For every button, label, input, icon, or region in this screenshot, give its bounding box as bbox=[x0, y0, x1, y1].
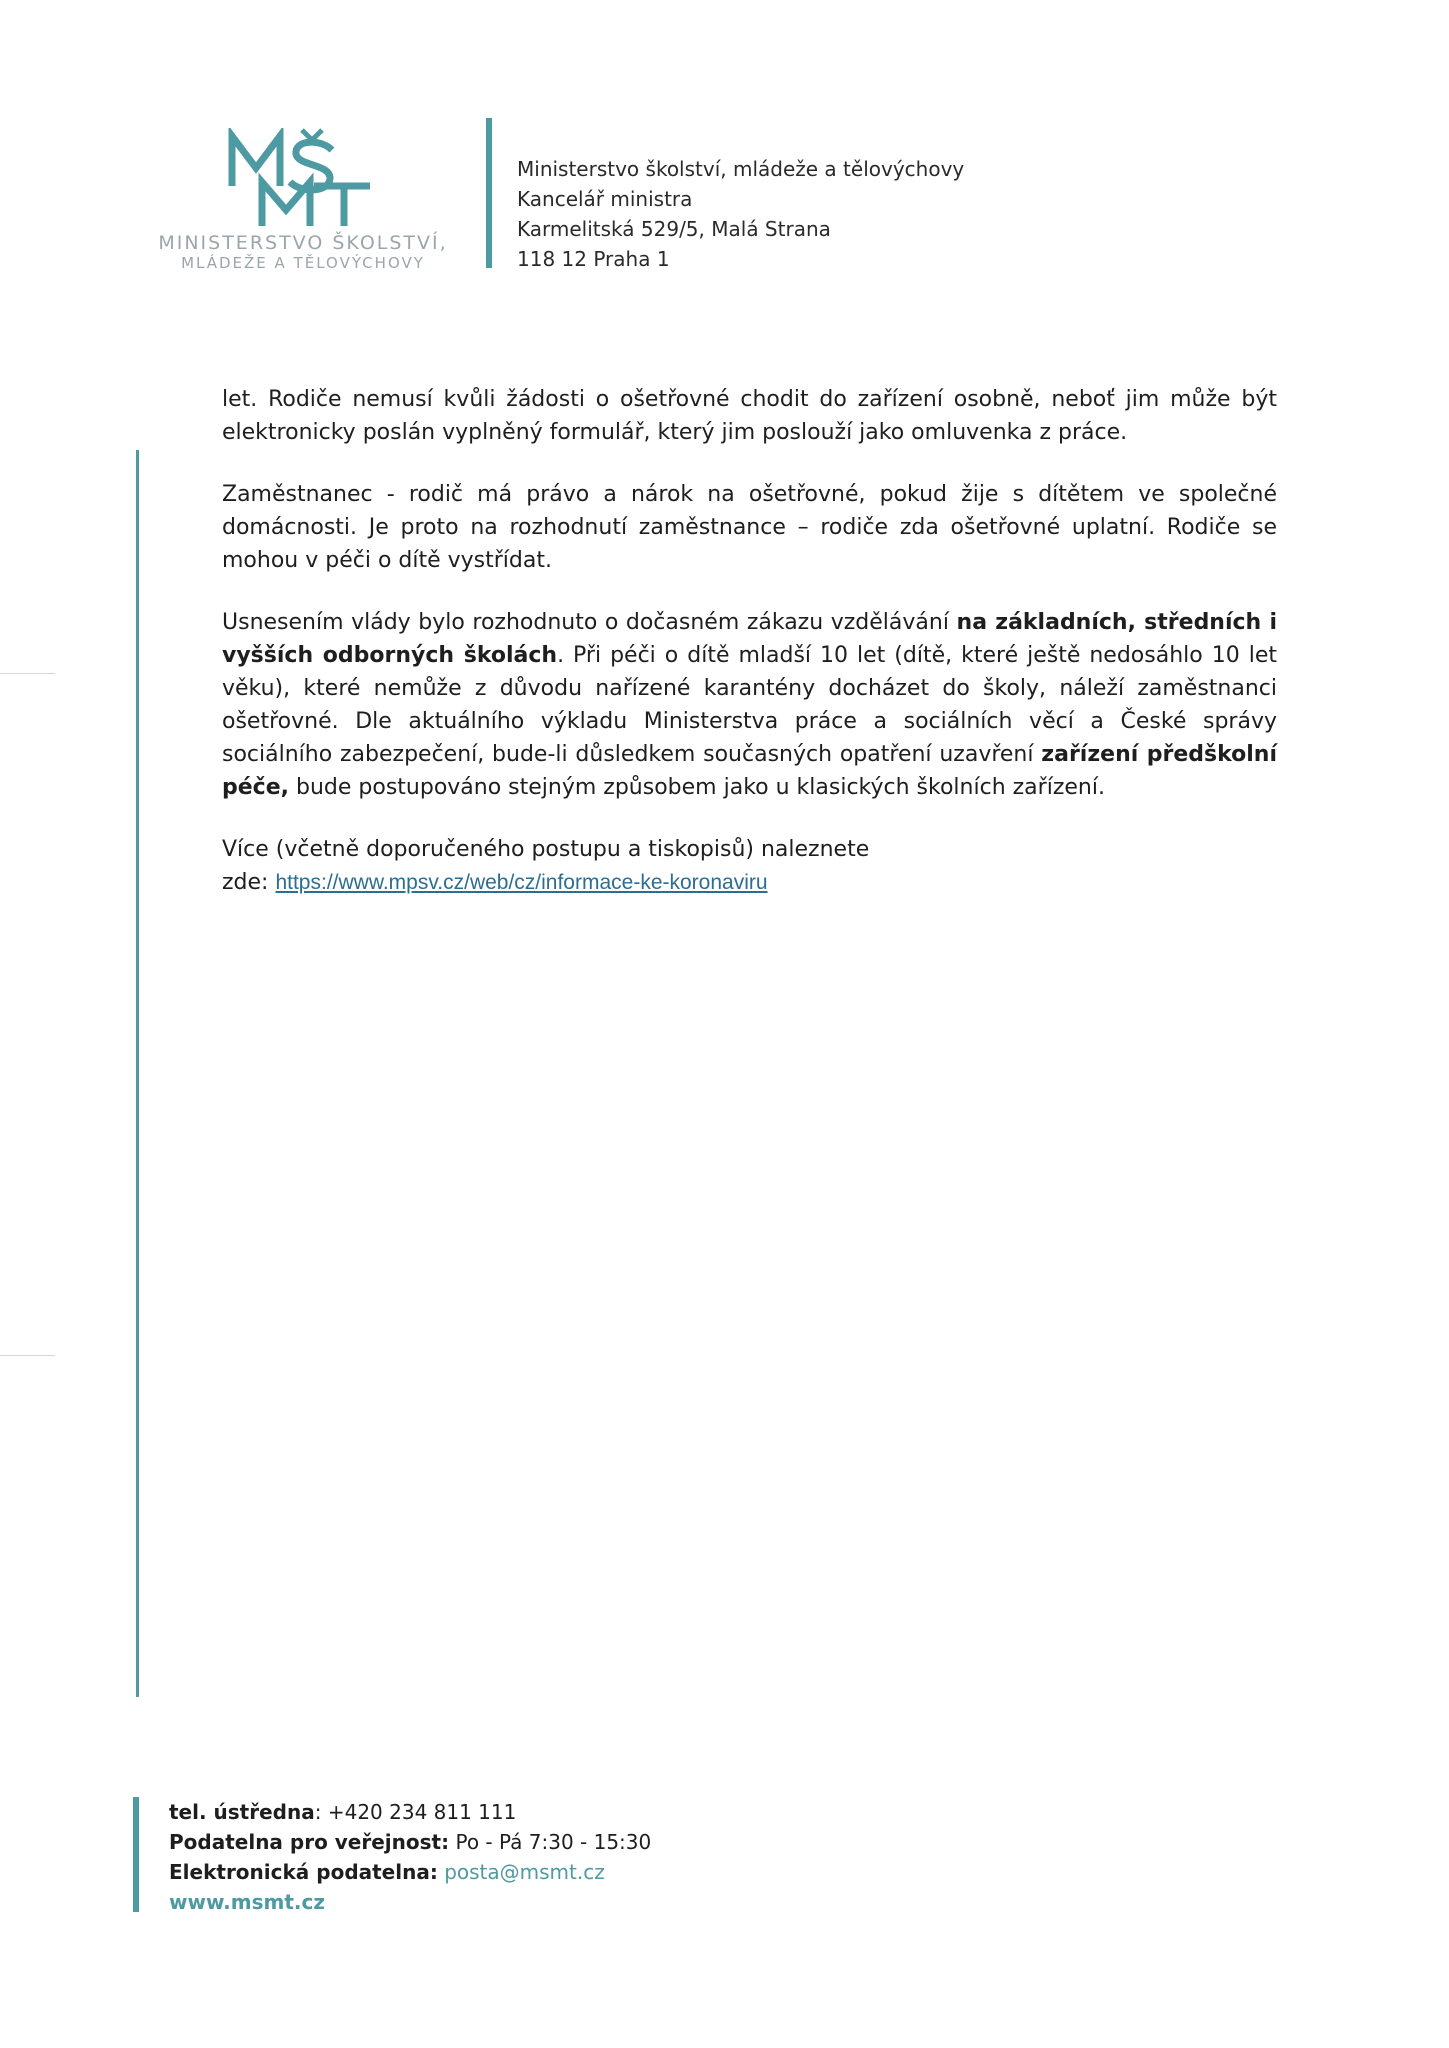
phone-label: tel. ústředna bbox=[169, 1800, 315, 1824]
paragraph-1: let. Rodiče nemusí kvůli žádosti o ošetřovné chodit do zařízení osobně, neboť jim může být elektronicky poslán vyplněný formulář, který jim poslouží jako omluvenka z práce. bbox=[222, 387, 1277, 445]
paragraph-4-line-1: Více (včetně doporučeného postupu a tiskopisů) naleznete bbox=[222, 837, 870, 862]
paragraph-2: Zaměstnanec - rodič má právo a nárok na ošetřovné, pokud žije s dítětem ve společné domácnosti. Je proto na rozhodnutí zaměstnance – rodiče zda ošetřovné uplatní. Rodiče se mohou v péči o dítě vystřídat. bbox=[222, 482, 1277, 573]
paragraph-3-text-b: . Při péči o dítě mladší 10 let (dítě, které ještě nedosáhlo 10 let věku), které nemůže z důvodu nařízené karantény docházet do školy, náleží zaměstnanci ošetřovné. Dle aktuálního výkladu Ministerstva práce a sociálních věcí a České správy sociálního zabezpečení, bude-li důsledkem současných opatření uzavření bbox=[222, 643, 1277, 767]
paragraph-4-prefix: zde: bbox=[222, 870, 276, 895]
address-city: 118 12 Praha 1 bbox=[517, 247, 670, 271]
paragraph-3-text-c: bude postupováno stejným způsobem jako u klasických školních zařízení. bbox=[289, 775, 1105, 800]
header-divider bbox=[486, 118, 492, 268]
paragraph-3-bold-schools: na základních, středních i vyšších odborných školách bbox=[222, 610, 1277, 668]
footer-divider bbox=[133, 1797, 139, 1912]
ministry-address bbox=[517, 154, 964, 274]
footer-office-hours bbox=[169, 1827, 651, 1857]
address-department: Kancelář ministra bbox=[517, 187, 693, 211]
paragraph-3-bold-preschool: zařízení předškolní péče, bbox=[222, 742, 1277, 800]
address-street: Karmelitská 529/5, Malá Strana bbox=[517, 217, 831, 241]
office-hours-value: Po - Pá 7:30 - 15:30 bbox=[449, 1830, 652, 1854]
paragraph-3 bbox=[222, 606, 1277, 804]
website-link[interactable]: www.msmt.cz bbox=[169, 1890, 325, 1914]
mpsv-info-link[interactable]: https://www.mpsv.cz/web/cz/informace-ke-koronaviru bbox=[275, 871, 768, 894]
logo-text-line-1: MINISTERSTVO ŠKOLSTVÍ, bbox=[158, 232, 448, 254]
address-ministry-name: Ministerstvo školství, mládeže a tělovýchovy bbox=[517, 157, 965, 181]
edge-mark bbox=[0, 1355, 55, 1356]
letter-body bbox=[222, 383, 1277, 928]
left-margin-rule bbox=[136, 450, 139, 1697]
email-label: Elektronická podatelna: bbox=[169, 1860, 438, 1884]
paragraph-4 bbox=[222, 833, 1277, 899]
footer-phone bbox=[169, 1797, 651, 1827]
paragraph-3-text-a: Usnesením vlády bylo rozhodnuto o dočasném zákazu vzdělávání bbox=[222, 610, 957, 635]
footer-email bbox=[169, 1857, 651, 1887]
office-hours-label: Podatelna pro veřejnost: bbox=[169, 1830, 450, 1854]
edge-mark bbox=[0, 673, 55, 674]
msmt-logo bbox=[148, 128, 458, 278]
contact-footer bbox=[169, 1797, 651, 1917]
logo-text-line-2: MLÁDEŽE A TĚLOVÝCHOVY bbox=[181, 254, 425, 272]
phone-value: : +420 234 811 111 bbox=[314, 1800, 517, 1824]
email-link[interactable]: posta@msmt.cz bbox=[444, 1860, 605, 1884]
msmt-monogram-icon bbox=[228, 128, 378, 228]
